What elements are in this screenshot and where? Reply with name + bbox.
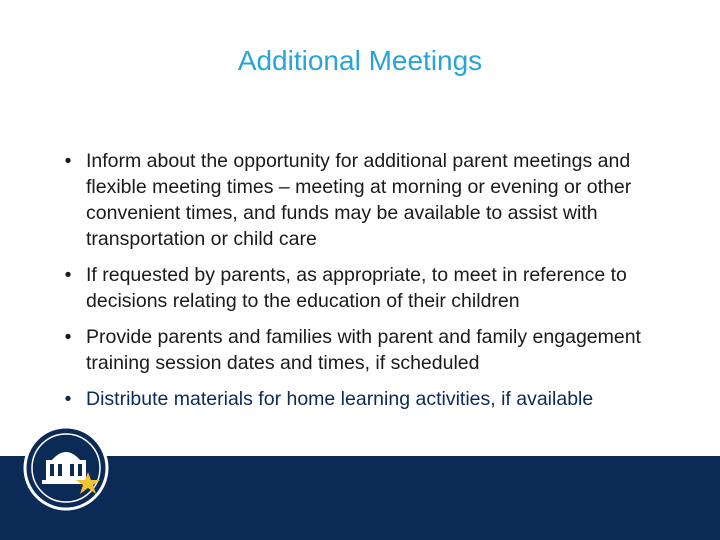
bullet-text: Inform about the opportunity for additional parent meetings and flexible meeting times – meeting at morning or evening or other convenient times, and funds may be available to assist with transportation or child care bbox=[86, 150, 632, 250]
bullet-item bbox=[58, 148, 658, 252]
state-capitol-star-logo-icon bbox=[22, 424, 110, 512]
bullet-marker: • bbox=[64, 326, 72, 348]
bullet-item bbox=[58, 262, 658, 314]
bullet-list bbox=[58, 148, 658, 422]
bullet-text: If requested by parents, as appropriate, to meet in reference to decisions relating to the education of their children bbox=[86, 264, 627, 312]
bullet-marker: • bbox=[64, 264, 72, 286]
bullet-item bbox=[58, 324, 658, 376]
bullet-text: Provide parents and families with parent and family engagement training session dates and times, if scheduled bbox=[86, 326, 641, 374]
bullet-item bbox=[58, 386, 658, 412]
bullet-marker: • bbox=[64, 388, 72, 410]
bullet-marker: • bbox=[64, 150, 72, 172]
bullet-text: Distribute materials for home learning activities, if available bbox=[86, 388, 594, 410]
slide-title: Additional Meetings bbox=[237, 45, 483, 76]
